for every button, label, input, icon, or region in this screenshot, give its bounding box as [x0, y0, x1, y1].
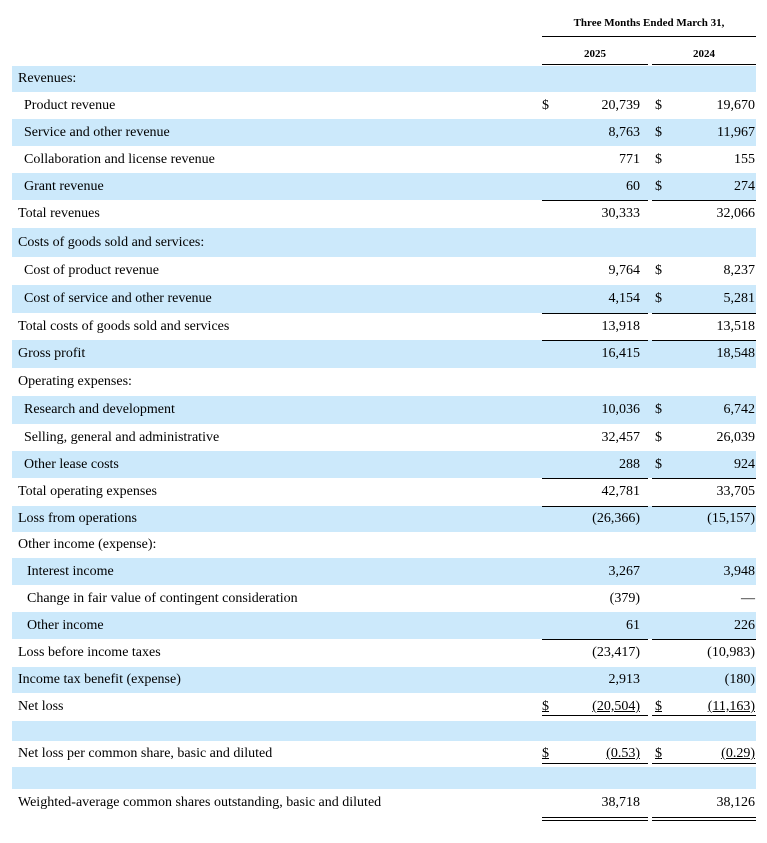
currency-2025: $: [542, 97, 549, 113]
value-2024: 38,126: [716, 795, 755, 810]
row-label: Operating expenses:: [18, 374, 132, 389]
row-label: Income tax benefit (expense): [18, 672, 181, 687]
double-rule: [542, 763, 648, 764]
currency-2024: $: [655, 456, 662, 472]
row-weighted-average-shares: [12, 789, 756, 817]
value-2024: 924: [734, 456, 755, 472]
value-2025: 38,718: [601, 795, 640, 810]
row-collaboration-revenue: [12, 146, 756, 173]
row-grant-revenue: [12, 173, 756, 200]
value-2025: 16,415: [601, 346, 640, 361]
value-2024: 26,039: [716, 429, 755, 445]
subtotal-rule: [652, 478, 756, 479]
row-cogs-heading: [12, 228, 756, 257]
row-label: Other lease costs: [24, 456, 119, 472]
double-rule: [652, 763, 756, 764]
row-label: Cost of service and other revenue: [24, 291, 212, 306]
row-label: Total costs of goods sold and services: [18, 318, 230, 334]
row-label: Selling, general and administrative: [24, 429, 220, 445]
row-label: Loss from operations: [18, 511, 137, 526]
row-cost-of-service-revenue: [12, 285, 756, 313]
row-interest-income: [12, 558, 756, 585]
value-2024: (180): [724, 672, 755, 687]
subtotal-rule: [652, 639, 756, 640]
currency-2024: $: [655, 97, 662, 113]
value-2025: 4,154: [608, 291, 640, 306]
value-2025: (379): [609, 590, 640, 606]
value-2024: 3,948: [723, 563, 755, 579]
value-2025: (23,417): [592, 645, 640, 660]
row-service-revenue: [12, 119, 756, 146]
value-2025: (20,504): [592, 699, 640, 714]
double-rule: [542, 817, 648, 818]
row-income-tax: [12, 667, 756, 693]
subtotal-rule: [652, 200, 756, 201]
value-2025: 60: [626, 178, 640, 194]
value-2025: 13,918: [601, 318, 640, 334]
currency-2024: $: [655, 746, 662, 761]
row-label: Interest income: [27, 563, 114, 579]
value-2025: (0.53): [606, 746, 640, 761]
row-label: Revenues:: [18, 71, 77, 86]
currency-2024: $: [655, 429, 662, 445]
row-total-opex: [12, 478, 756, 506]
row-total-costs: [12, 313, 756, 340]
value-2024: (15,157): [707, 511, 755, 526]
column-header-2024: 2024: [693, 48, 715, 60]
value-2024: (10,983): [707, 645, 755, 660]
column-header-2025: 2025: [584, 48, 606, 60]
value-2025: 20,739: [601, 97, 640, 113]
currency-2025: $: [542, 699, 549, 714]
row-label: Grant revenue: [24, 178, 104, 194]
row-spacer: [12, 767, 756, 789]
currency-2025: $: [542, 746, 549, 761]
value-2024: 6,742: [723, 402, 755, 417]
double-rule: [652, 715, 756, 716]
row-label: Change in fair value of contingent consideration: [27, 590, 298, 606]
value-2025: (26,366): [592, 511, 640, 526]
row-label: Research and development: [24, 402, 175, 417]
row-sga: [12, 424, 756, 451]
value-2024: (11,163): [707, 699, 755, 714]
row-label: Net loss: [18, 699, 64, 714]
value-2024: 155: [734, 151, 755, 167]
header-rule: [542, 36, 756, 37]
currency-2024: $: [655, 263, 662, 278]
subtotal-rule: [652, 340, 756, 341]
value-2024: 8,237: [723, 263, 755, 278]
row-label: Gross profit: [18, 346, 86, 361]
currency-2024: $: [655, 402, 662, 417]
currency-2024: $: [655, 699, 662, 714]
value-2024: 226: [734, 617, 755, 633]
subtotal-rule: [542, 639, 648, 640]
currency-2024: $: [655, 151, 662, 167]
value-2024: 19,670: [716, 97, 755, 113]
value-2025: 61: [626, 617, 640, 633]
value-2025: 2,913: [608, 672, 640, 687]
row-label: Weighted-average common shares outstanding, basic and diluted: [18, 795, 382, 810]
value-2025: 9,764: [608, 263, 640, 278]
row-net-loss: [12, 693, 756, 721]
value-2025: 32,457: [601, 429, 640, 445]
row-label: Total operating expenses: [18, 484, 157, 499]
row-label: Product revenue: [24, 97, 116, 113]
value-2025: 771: [619, 151, 640, 167]
row-research-development: [12, 396, 756, 424]
currency-2024: $: [655, 178, 662, 194]
row-loss-before-taxes: [12, 639, 756, 667]
value-2025: 288: [619, 456, 640, 472]
value-2024: 18,548: [716, 346, 755, 361]
period-header: Three Months Ended March 31,: [573, 17, 725, 29]
double-rule: [542, 820, 648, 821]
value-2025: 3,267: [608, 563, 640, 579]
value-2025: 8,763: [608, 124, 640, 140]
row-label: Other income: [27, 617, 104, 633]
subtotal-rule: [542, 200, 648, 201]
value-2024: (0.29): [721, 746, 755, 761]
value-2024: 5,281: [723, 291, 755, 306]
subtotal-rule: [542, 506, 648, 507]
header-rule-2024: [652, 64, 756, 65]
double-rule: [652, 820, 756, 821]
currency-2024: $: [655, 291, 662, 306]
double-rule: [652, 817, 756, 818]
currency-2024: $: [655, 124, 662, 140]
row-other-lease-costs: [12, 451, 756, 478]
double-rule: [542, 715, 648, 716]
row-product-revenue: [12, 92, 756, 119]
row-loss-from-operations: [12, 506, 756, 532]
value-2024: 32,066: [716, 206, 755, 221]
row-revenues-heading: [12, 66, 756, 92]
value-2024: 13,518: [716, 318, 755, 334]
subtotal-rule: [542, 478, 648, 479]
value-2025: 42,781: [601, 484, 640, 499]
value-2025: 10,036: [601, 402, 640, 417]
row-label: Loss before income taxes: [18, 645, 161, 660]
row-label: Service and other revenue: [24, 124, 170, 140]
row-total-revenues: [12, 200, 756, 228]
header-rule-2025: [542, 64, 648, 65]
value-2025: 30,333: [601, 206, 640, 221]
subtotal-rule: [652, 506, 756, 507]
subtotal-rule: [652, 313, 756, 314]
row-label: Collaboration and license revenue: [24, 151, 215, 167]
subtotal-rule: [542, 340, 648, 341]
value-2024: 11,967: [717, 124, 755, 140]
row-other-income: [12, 612, 756, 639]
row-label: Total revenues: [18, 206, 100, 221]
row-opex-heading: [12, 368, 756, 396]
row-label: Costs of goods sold and services:: [18, 234, 205, 250]
row-spacer: [12, 721, 756, 741]
row-label: Net loss per common share, basic and diluted: [18, 746, 273, 761]
row-gross-profit: [12, 340, 756, 368]
row-label: Other income (expense):: [18, 537, 157, 552]
subtotal-rule: [542, 313, 648, 314]
value-2024: —: [741, 590, 755, 606]
value-2024: 274: [734, 178, 755, 194]
value-2024: 33,705: [716, 484, 755, 499]
row-other-income-heading: [12, 532, 756, 558]
row-cost-of-product-revenue: [12, 257, 756, 285]
row-label: Cost of product revenue: [24, 263, 159, 278]
row-contingent-consideration: [12, 585, 756, 612]
